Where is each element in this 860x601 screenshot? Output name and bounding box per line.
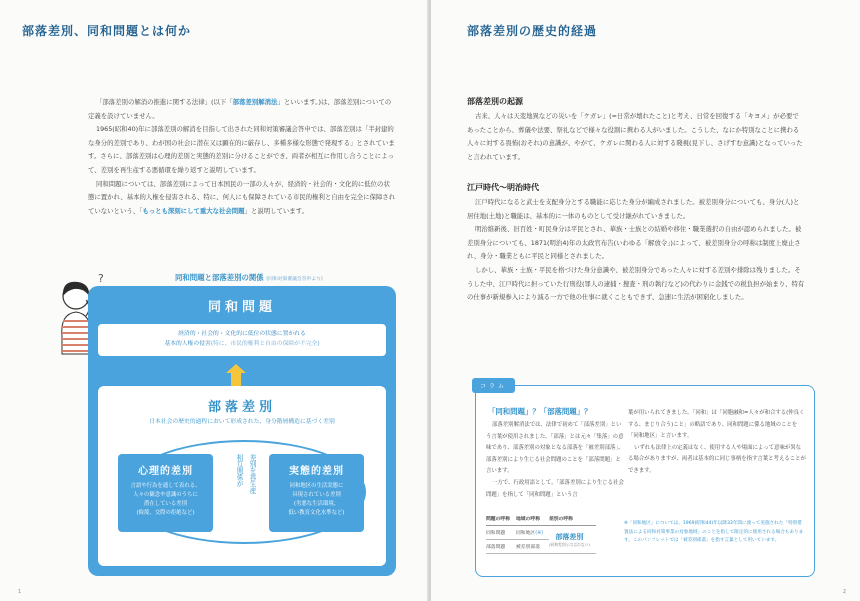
- table-header: 問題の呼称: [486, 512, 516, 526]
- column-paragraph: 一方で、行政用語として、「部落差別により生じる社会問題」を指して「同和問題」という言: [486, 479, 624, 498]
- reproduction-text: 差別を再生産: [248, 454, 256, 494]
- table-cell: 同和問題: [486, 526, 516, 540]
- terminology-table: [486, 512, 596, 554]
- page-number-right: 2: [842, 589, 846, 595]
- table-cell: [516, 526, 549, 540]
- buraku-box: [98, 386, 386, 566]
- mutual-relation-text: 相互関係が: [235, 454, 243, 487]
- dowa-description: [98, 324, 386, 356]
- origin-paragraph: 古来、人々は天変地異などの災いを「ケガレ」(=日常が壊れたこと)と考え、日常を回復する「キヨメ」が必要であったことから、葬儀や法要、祭礼などで様々な役割に携わる人がいました。こうした、なにか特別なことに携わる人々に対する畏怖(おそれ)の意識が、やがて、ケガレに関わる人に対する賤視(見下し、さげすむ意識)となっていったと言われています。: [467, 112, 803, 161]
- diagram-title: [175, 272, 323, 283]
- left-paragraph-2: 1965(昭和40)年に部落差別の解消を目指して出された同和対策審議会答申では、部落差別は「半封建的な身分的差別であり、わが国の社会に潜在又は顕在的に厳存し、多種多様な形態で発現する」とされています。さらに、部落差別は心理的差別と実態的差別に分けることができ、両者が相互に作用し合うことによって、差別を再生産する悪循環を繰り返すと説明しています。: [88, 125, 395, 174]
- psychological-line: 潜在している差別: [143, 501, 188, 507]
- page-title-right: 部落差別の歴史的経過: [467, 24, 598, 38]
- page-title-left: 部落差別、同和問題とは何か: [22, 24, 192, 38]
- column-paragraph: 部落差別解消法では、法律で初めて「部落差別」という言葉が使用されました。「部落」とは元々「集落」の意味であり、部落差別の対象となる部落を「被差別部落」、部落差別により生じる社会問題のことを「部落問題」と言います。: [486, 422, 624, 475]
- table-header: 差別の呼称: [549, 512, 596, 526]
- dowa-line-2: [98, 339, 386, 349]
- column-paragraph: 葉が用いられてきました。「同和」は「同胞融和=人々が和合する(仲良くする、まじり合う)こと」の略語であり、同和問題に係る地域のことを「同和地区」と言います。: [628, 410, 805, 440]
- table-row: [486, 526, 596, 540]
- table-merged-note: (同和差別とは言わない): [548, 541, 590, 547]
- actual-title: 実態的差別: [289, 466, 344, 477]
- column-box: [475, 385, 815, 577]
- actual-line: 同和地区の生活実態に: [289, 483, 344, 489]
- column-paragraph: いずれも法律上の定義はなく、使用する人や場面によって意味が異なる場合がありますが、両者は基本的に同じ事柄を指す言葉と考えることができます。: [628, 444, 806, 474]
- buraku-label: 部落差別: [207, 400, 276, 415]
- actual-discrimination-box: [269, 454, 364, 532]
- column-right-text: [628, 408, 806, 478]
- actual-text: [269, 482, 364, 518]
- psychological-line: (侮蔑、交際の拒絶など): [136, 510, 195, 516]
- column-title: 「同和問題」？「部落問題」？: [488, 407, 592, 416]
- highlighted-term: もっとも深刻にして重大な社会問題: [142, 206, 245, 215]
- table-merged-cell: [549, 526, 596, 554]
- edo-meiji-paragraph-3: しかし、華族・士族・平民を格づけた身分意識や、被差別身分であった人々に対する差別や排除は残りました。そうした中、江戸時代に担っていた行刑役(罪人の逮捕・捜査・刑の執行など)の代わりに金銭での税負担が始まり、特有の仕事が新規参入により減る一方で他の仕事に就くこともできず、急速に生活が困窮化しました。: [467, 265, 805, 302]
- actual-line: (劣悪な生活環境、: [293, 501, 340, 507]
- diagram-title-note: (同和対策審議会答申より): [266, 277, 323, 282]
- section-heading-edo-meiji: 江戸時代〜明治時代: [467, 183, 539, 192]
- dowa-label: 同和問題: [207, 300, 276, 315]
- highlighted-term: 部落差別解消法: [232, 98, 278, 106]
- psychological-line: 言語や行為を通して表れる、: [130, 483, 201, 489]
- buraku-description: 日本社会の歴史的過程において形成された、身分階層構造に基づく差別: [149, 419, 335, 425]
- table-cell: 部落問題: [486, 540, 516, 554]
- psychological-title: 心理的差別: [138, 466, 193, 477]
- diagram-title-text: 同和問題と部落差別の関係: [175, 273, 264, 282]
- origin-body: [467, 110, 805, 164]
- page-number-left: 1: [18, 589, 22, 595]
- edo-meiji-paragraph-2: 明治維新後、旧百姓・町民身分は平民とされ、華族・士族との結婚や移住・職業選択の自由が認められました。被差別身分についても、1871(明治4)年の太政官布告(いわゆる「解放令」)によって、被差別身分の呼称は制度上廃止され、身分・職業ともに平民と同様とされました。: [467, 225, 802, 261]
- table-header-row: [486, 512, 596, 526]
- psychological-discrimination-box: [118, 454, 213, 532]
- table-merged-text: 部落差別: [555, 532, 584, 541]
- edo-meiji-paragraph-1: 江戸時代になると武士を支配身分とする職能に応じた身分が編成されました。被差別身分についても、身分(人)と居住地(土地)と職能は、基本的に一体のものとして受け継がれていきました。: [467, 198, 800, 220]
- dowa-line-2-text: 基本的人権の侵害: [164, 341, 211, 347]
- actual-line: 低い教育文化水準など): [288, 510, 345, 516]
- actual-line: 具現されている差別: [292, 492, 341, 498]
- dowa-line-1: 経済的・社会的・文化的に低位の状態に置かれる: [178, 331, 306, 337]
- column-tag: コラム: [472, 378, 515, 393]
- left-body: [88, 96, 396, 218]
- diagram-outer-box: [88, 286, 396, 576]
- column-left-text: [486, 420, 624, 501]
- question-mark: ?: [98, 272, 104, 285]
- table-cell-note: (※): [535, 531, 543, 536]
- column-footnote: ※「同和地区」については、1969(昭和44)年以降33年間に渡って実施された「特別措置法による同和対策事業の対象地域」のことを指して限定的に使用される場合もあります。このパンフレットでは「被差別部落」を指す言葉として用いています。: [624, 521, 804, 544]
- edo-meiji-body: [467, 196, 805, 305]
- table-header: 地域の呼称: [516, 512, 549, 526]
- psychological-text: [118, 482, 213, 518]
- left-paragraph-1: 「部落差別の解消の推進に関する法律」(以下「部落差別解消法」といいます。)は、部落差別についての定義を設けていません。: [88, 98, 392, 120]
- up-arrow-icon: [226, 364, 246, 386]
- table-cell: 被差別部落: [516, 540, 549, 554]
- dowa-line-2-note: (特に、市民的権利と自由の保障が不完全): [210, 341, 320, 347]
- table-cell-text: 同和地区: [516, 531, 536, 536]
- left-paragraph-3: 同和問題については、部落差別によって日本国民の一部の人々が、経済的・社会的・文化的に低位の状態に置かれ、基本的人権を侵害される、特に、何人にも保障されている市民的権利と自由を完全に保障されていないという、「もっとも深刻にして重大な社会問題」と説明しています。: [88, 179, 396, 215]
- section-heading-origin: 部落差別の起源: [467, 97, 523, 106]
- psychological-line: 人々の観念や意識のうちに: [133, 492, 198, 498]
